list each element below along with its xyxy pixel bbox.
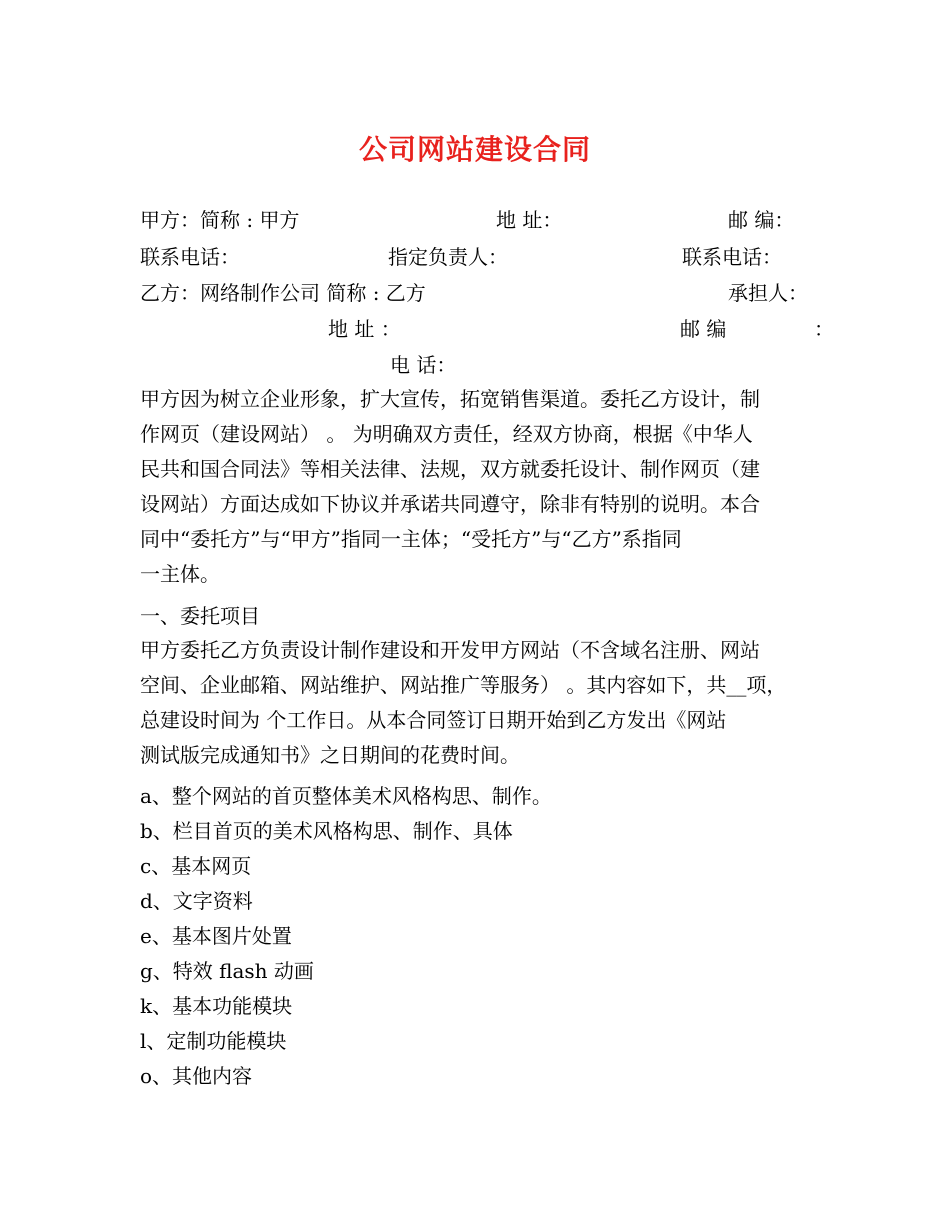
section1-line: 总建设时间为 个工作日。从本合同签订日期开始到乙方发出《网站 <box>140 708 727 732</box>
section1-line: 空间、企业邮箱、网站维护、网站推广等服务） 。其内容如下，共__项， <box>140 673 787 697</box>
list-item: e、基本图片处置 <box>140 924 292 948</box>
party-b-address-label: 地 址 ： <box>328 317 401 341</box>
intro-line: 一主体。 <box>140 562 220 586</box>
list-item: a、整个网站的首页整体美术风格构思、制作。 <box>140 784 552 808</box>
party-a-address-label: 地 址： <box>496 208 563 232</box>
list-item: d、文字资料 <box>140 889 253 913</box>
intro-line: 设网站）方面达成如下协议并承诺共同遵守，除非有特别的说明。本合 <box>140 492 760 516</box>
party-a-label: 甲方：简称 : 甲方 <box>140 208 300 232</box>
section1-paragraph <box>140 633 820 773</box>
section-heading: 一、委托项目 <box>140 604 260 628</box>
party-a-phone-label: 联系电话： <box>140 245 240 269</box>
party-a-postcode-label: 邮 编： <box>728 208 795 232</box>
party-b-phone-label: 电 话： <box>390 353 457 377</box>
intro-line: 民共和国合同法》等相关法律、法规，双方就委托设计、制作网页（建 <box>140 457 760 481</box>
list-item: g、特效 flash 动画 <box>140 959 314 983</box>
responsible-phone-label: 联系电话： <box>682 245 782 269</box>
party-b-postcode-label: 邮 编 <box>680 317 727 341</box>
section1-line: 甲方委托乙方负责设计制作建设和开发甲方网站（不含域名注册、网站 <box>140 638 760 662</box>
intro-line: 甲方因为树立企业形象，扩大宣传，拓宽销售渠道。委托乙方设计，制 <box>140 387 760 411</box>
section1-line: 测试版完成通知书》之日期间的花费时间。 <box>140 743 520 767</box>
undertaker-label: 承担人： <box>728 281 808 305</box>
intro-line: 同中“委托方”与“甲方”指同一主体；“受托方”与“乙方”系指同 <box>140 527 682 551</box>
list-item: c、基本网页 <box>140 854 252 878</box>
party-b-postcode-colon: ： <box>814 317 834 341</box>
intro-paragraph <box>140 382 820 592</box>
list-item: l、定制功能模块 <box>140 1029 287 1053</box>
list-item: b、栏目首页的美术风格构思、制作、具体 <box>140 819 513 843</box>
list-item: o、其他内容 <box>140 1064 253 1088</box>
party-b-label: 乙方：网络制作公司 简称 : 乙方 <box>140 281 426 305</box>
list-item: k、基本功能模块 <box>140 994 293 1018</box>
document-title: 公司网站建设合同 <box>358 133 591 166</box>
responsible-person-label: 指定负责人： <box>388 245 508 269</box>
intro-line: 作网页（建设网站） 。 为明确双方责任，经双方协商，根据《中华人 <box>140 422 753 446</box>
